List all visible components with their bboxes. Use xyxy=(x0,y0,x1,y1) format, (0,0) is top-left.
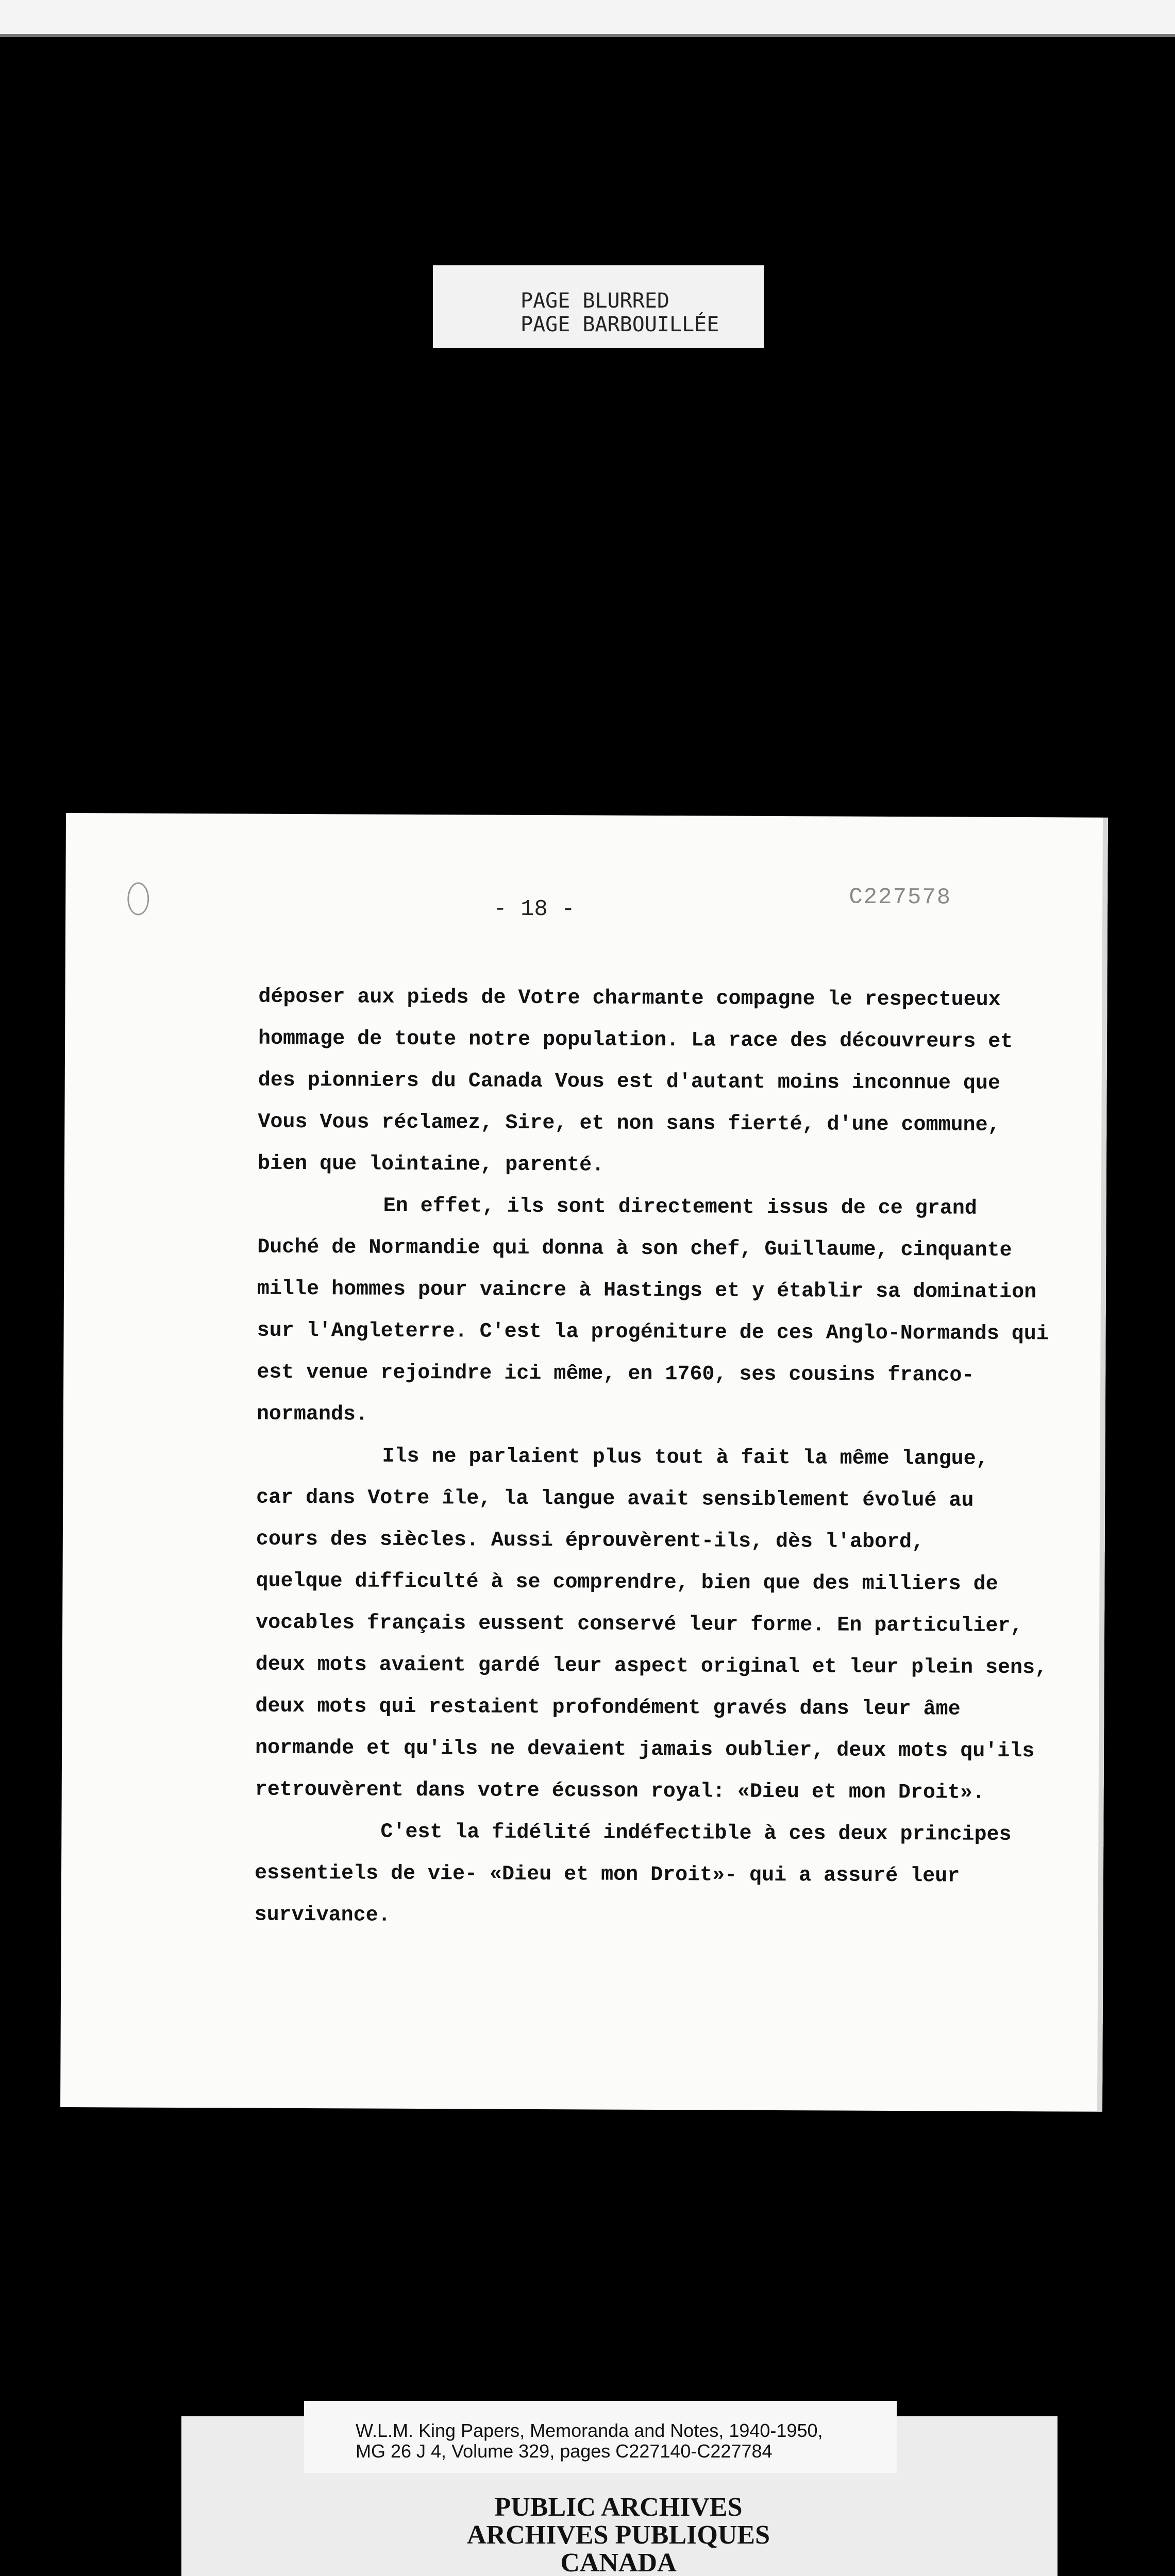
text-line: cours des siècles. Aussi éprouvèrent-ils, dès l'abord, xyxy=(256,1528,925,1554)
archives-english: PUBLIC ARCHIVES xyxy=(494,2493,743,2522)
text-line: Vous Vous réclamez, Sire, et non sans fierté, d'une commune, xyxy=(258,1110,1000,1137)
text-line: deux mots qui restaient profondément gravés dans leur âme xyxy=(255,1694,961,1721)
text-line: normande et qu'ils ne devaient jamais oublier, deux mots qu'ils xyxy=(255,1736,1035,1764)
text-line: hommage de toute notre population. La race des découvreurs et xyxy=(258,1027,1013,1054)
film-top-edge xyxy=(0,0,1175,37)
document-body xyxy=(254,976,1155,1940)
text-line: vocables français eussent conservé leur forme. En particulier, xyxy=(256,1611,1023,1638)
text-line: Duché de Normandie qui donna à son chef, Guillaume, cinquante xyxy=(257,1235,1012,1263)
archives-french: ARCHIVES PUBLIQUES xyxy=(466,2520,770,2550)
document-id-stamp: C227578 xyxy=(849,884,952,911)
text-line: essentiels de vie- «Dieu et mon Droit»- qui a assuré leur xyxy=(254,1861,960,1888)
page-number: - 18 - xyxy=(493,896,575,923)
blur-notice-label xyxy=(433,265,764,348)
text-line: sur l'Angleterre. C'est la progéniture de ces Anglo-Normands qui xyxy=(257,1319,1049,1346)
text-line: En effet, ils sont directement issus de ce grand xyxy=(383,1194,977,1221)
document-page xyxy=(60,813,1108,2112)
text-line: retrouvèrent dans votre écusson royal: «Dieu et mon Droit». xyxy=(255,1778,985,1805)
archives-stamp xyxy=(289,2494,948,2576)
text-line: C'est la fidélité indéfectible à ces deux principes xyxy=(380,1820,1012,1847)
text-line: car dans Votre île, la langue avait sensiblement évolué au xyxy=(256,1486,974,1513)
citation-label xyxy=(304,2401,897,2473)
text-line: quelque difficulté à se comprendre, bien que des milliers de xyxy=(256,1569,998,1596)
text-line: deux mots avaient gardé leur aspect original et leur plein sens, xyxy=(255,1653,1048,1680)
citation-line-1: W.L.M. King Papers, Memoranda and Notes, 1940-1950, xyxy=(356,2420,823,2441)
text-line: normands. xyxy=(256,1402,368,1427)
blur-notice-english: PAGE BLURRED xyxy=(521,289,669,313)
text-line: survivance. xyxy=(254,1903,391,1927)
punch-hole-icon xyxy=(127,883,149,916)
citation-line-2: MG 26 J 4, Volume 329, pages C227140-C227784 xyxy=(356,2441,773,2462)
text-line: des pionniers du Canada Vous est d'autant moins inconnue que xyxy=(258,1069,1001,1095)
text-line: déposer aux pieds de Votre charmante compagne le respectueux xyxy=(258,985,1001,1012)
text-line: mille hommes pour vaincre à Hastings et y établir sa domination xyxy=(257,1277,1037,1304)
text-line: Ils ne parlaient plus tout à fait la même langue, xyxy=(382,1445,988,1471)
blur-notice-french: PAGE BARBOUILLÉE xyxy=(521,313,719,336)
text-line: est venue rejoindre ici même, en 1760, ses cousins franco- xyxy=(257,1361,975,1387)
text-line: bien que lointaine, parenté. xyxy=(257,1152,605,1177)
archives-country: CANADA xyxy=(560,2548,677,2576)
